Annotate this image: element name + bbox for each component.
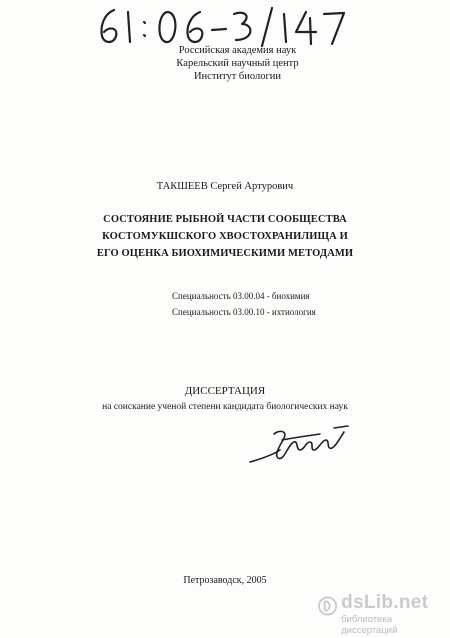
specialties-block (172, 288, 316, 320)
institution-line: Карельский научный центр (176, 58, 299, 69)
watermark-text (341, 592, 446, 636)
dslib-logo-icon (318, 596, 337, 616)
handwritten-catalog-number (92, 4, 352, 48)
city-year: Петрозаводск, 2005 (183, 575, 267, 586)
title-line: КОСТОМУКШСКОГО ХВОСТОХРАНИЛИЩА И (102, 231, 348, 242)
watermark (318, 592, 446, 634)
dissertation-title (60, 211, 390, 262)
institution-block (150, 44, 325, 83)
author-name: ТАКШЕЕВ Сергей Артурович (156, 181, 294, 192)
handwritten-signature (244, 424, 354, 468)
dissertation-label: ДИССЕРТАЦИЯ (184, 385, 266, 397)
specialty-line: Специальность 03.00.04 - биохимия (172, 291, 310, 301)
institution-line: Российская академия наук (178, 45, 297, 56)
watermark-site-name: dsLib.net (341, 592, 429, 613)
handwritten-catalog-number-drawing (92, 4, 352, 48)
title-line: ЕГО ОЦЕНКА БИОХИМИЧЕСКИМИ МЕТОДАМИ (96, 248, 354, 259)
signature-drawing (244, 424, 354, 468)
dissertation-subtitle: на соискание ученой степени кандидата биологических наук (102, 402, 348, 412)
specialty-line: Специальность 03.00.10 - ихтиология (172, 307, 316, 317)
watermark-subtitle: библиотека диссертаций (341, 614, 398, 636)
institution-line: Институт биологии (193, 71, 282, 82)
title-line: СОСТОЯНИЕ РЫБНОЙ ЧАСТИ СООБЩЕСТВА (103, 214, 347, 225)
